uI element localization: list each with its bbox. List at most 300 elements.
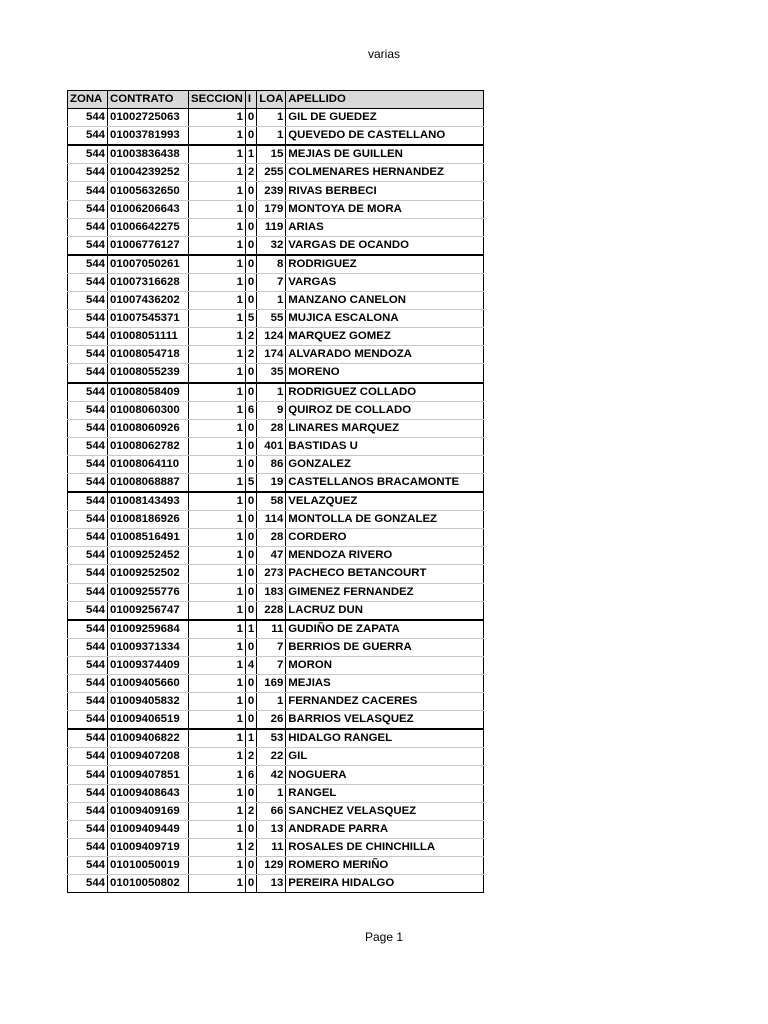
cell-zona: 544	[68, 784, 108, 802]
header-row	[68, 91, 484, 109]
cell-i: 0	[245, 273, 256, 291]
cell-apellido: MENDOZA RIVERO	[286, 547, 484, 565]
cell-seccion: 1	[189, 473, 246, 492]
cell-zona: 544	[68, 437, 108, 455]
cell-loa: 1	[257, 383, 286, 402]
table-row	[68, 802, 484, 820]
cell-i: 0	[245, 236, 256, 255]
cell-contrato: 01008064110	[108, 455, 189, 473]
cell-zona: 544	[68, 109, 108, 127]
cell-loa: 9	[257, 401, 286, 419]
cell-i: 0	[245, 455, 256, 473]
table-row	[68, 693, 484, 711]
table-row	[68, 729, 484, 748]
table-row	[68, 511, 484, 529]
table-row	[68, 455, 484, 473]
table-row	[68, 529, 484, 547]
cell-apellido: MANZANO CANELON	[286, 292, 484, 310]
table-row	[68, 638, 484, 656]
cell-loa: 228	[257, 601, 286, 620]
cell-apellido: RANGEL	[286, 784, 484, 802]
table-row	[68, 109, 484, 127]
table-row	[68, 875, 484, 893]
cell-seccion: 1	[189, 802, 246, 820]
cell-loa: 19	[257, 473, 286, 492]
cell-contrato: 01006206643	[108, 200, 189, 218]
cell-i: 0	[245, 711, 256, 730]
cell-zona: 544	[68, 200, 108, 218]
cell-apellido: VARGAS	[286, 273, 484, 291]
cell-apellido: MEJIAS	[286, 675, 484, 693]
cell-zona: 544	[68, 473, 108, 492]
cell-zona: 544	[68, 182, 108, 200]
table-row	[68, 182, 484, 200]
cell-seccion: 1	[189, 820, 246, 838]
cell-apellido: GONZALEZ	[286, 455, 484, 473]
cell-apellido: NOGUERA	[286, 766, 484, 784]
cell-contrato: 01009259684	[108, 620, 189, 639]
table-row	[68, 711, 484, 730]
cell-zona: 544	[68, 383, 108, 402]
table-body	[68, 109, 484, 893]
cell-seccion: 1	[189, 492, 246, 511]
cell-loa: 1	[257, 127, 286, 146]
cell-apellido: GIL	[286, 748, 484, 766]
table-row	[68, 565, 484, 583]
cell-loa: 174	[257, 346, 286, 364]
cell-i: 1	[245, 145, 256, 164]
cell-loa: 26	[257, 711, 286, 730]
cell-i: 0	[245, 601, 256, 620]
cell-contrato: 01010050802	[108, 875, 189, 893]
cell-i: 0	[245, 437, 256, 455]
table-row	[68, 492, 484, 511]
cell-seccion: 1	[189, 511, 246, 529]
cell-zona: 544	[68, 145, 108, 164]
cell-seccion: 1	[189, 455, 246, 473]
cell-apellido: LACRUZ DUN	[286, 601, 484, 620]
cell-apellido: PACHECO BETANCOURT	[286, 565, 484, 583]
cell-contrato: 01008068887	[108, 473, 189, 492]
table-row	[68, 401, 484, 419]
cell-loa: 13	[257, 820, 286, 838]
cell-i: 0	[245, 638, 256, 656]
cell-loa: 47	[257, 547, 286, 565]
cell-loa: 124	[257, 328, 286, 346]
cell-loa: 1	[257, 292, 286, 310]
cell-loa: 1	[257, 109, 286, 127]
cell-zona: 544	[68, 711, 108, 730]
cell-contrato: 01008055239	[108, 364, 189, 383]
cell-i: 0	[245, 255, 256, 274]
table-row	[68, 310, 484, 328]
header-seccion: SECCION	[189, 91, 246, 109]
cell-zona: 544	[68, 455, 108, 473]
cell-i: 0	[245, 875, 256, 893]
cell-apellido: GIL DE GUEDEZ	[286, 109, 484, 127]
cell-loa: 22	[257, 748, 286, 766]
cell-i: 5	[245, 310, 256, 328]
cell-contrato: 01009405832	[108, 693, 189, 711]
cell-i: 0	[245, 784, 256, 802]
cell-apellido: CASTELLANOS BRACAMONTE	[286, 473, 484, 492]
cell-zona: 544	[68, 236, 108, 255]
cell-zona: 544	[68, 511, 108, 529]
cell-zona: 544	[68, 346, 108, 364]
cell-seccion: 1	[189, 583, 246, 601]
cell-apellido: RIVAS BERBECI	[286, 182, 484, 200]
cell-loa: 28	[257, 419, 286, 437]
cell-contrato: 01007545371	[108, 310, 189, 328]
table-row	[68, 675, 484, 693]
cell-zona: 544	[68, 675, 108, 693]
cell-i: 0	[245, 583, 256, 601]
cell-seccion: 1	[189, 200, 246, 218]
table-row	[68, 346, 484, 364]
cell-loa: 1	[257, 693, 286, 711]
cell-i: 0	[245, 109, 256, 127]
cell-seccion: 1	[189, 711, 246, 730]
cell-zona: 544	[68, 620, 108, 639]
cell-i: 0	[245, 292, 256, 310]
cell-contrato: 01009407851	[108, 766, 189, 784]
table-row	[68, 292, 484, 310]
cell-loa: 183	[257, 583, 286, 601]
cell-zona: 544	[68, 875, 108, 893]
cell-loa: 32	[257, 236, 286, 255]
cell-loa: 239	[257, 182, 286, 200]
cell-i: 2	[245, 346, 256, 364]
cell-i: 0	[245, 856, 256, 874]
cell-contrato: 01008054718	[108, 346, 189, 364]
cell-seccion: 1	[189, 601, 246, 620]
cell-contrato: 01003781993	[108, 127, 189, 146]
cell-zona: 544	[68, 547, 108, 565]
cell-seccion: 1	[189, 693, 246, 711]
cell-i: 0	[245, 492, 256, 511]
cell-i: 0	[245, 529, 256, 547]
cell-seccion: 1	[189, 547, 246, 565]
cell-apellido: FERNANDEZ CACERES	[286, 693, 484, 711]
cell-seccion: 1	[189, 838, 246, 856]
cell-zona: 544	[68, 693, 108, 711]
cell-zona: 544	[68, 364, 108, 383]
table-row	[68, 328, 484, 346]
cell-i: 5	[245, 473, 256, 492]
cell-seccion: 1	[189, 656, 246, 674]
cell-apellido: MORON	[286, 656, 484, 674]
table-row	[68, 200, 484, 218]
cell-loa: 179	[257, 200, 286, 218]
cell-contrato: 01009408643	[108, 784, 189, 802]
cell-contrato: 01008058409	[108, 383, 189, 402]
cell-zona: 544	[68, 565, 108, 583]
table-row	[68, 127, 484, 146]
table-row	[68, 547, 484, 565]
cell-i: 6	[245, 766, 256, 784]
cell-seccion: 1	[189, 109, 246, 127]
cell-contrato: 01009406822	[108, 729, 189, 748]
cell-apellido: GUDIÑO DE ZAPATA	[286, 620, 484, 639]
cell-apellido: ANDRADE PARRA	[286, 820, 484, 838]
cell-apellido: MUJICA ESCALONA	[286, 310, 484, 328]
cell-apellido: MORENO	[286, 364, 484, 383]
cell-contrato: 01007436202	[108, 292, 189, 310]
table-row	[68, 766, 484, 784]
cell-contrato: 01003836438	[108, 145, 189, 164]
cell-i: 0	[245, 565, 256, 583]
cell-seccion: 1	[189, 748, 246, 766]
table-row	[68, 620, 484, 639]
cell-zona: 544	[68, 218, 108, 236]
cell-zona: 544	[68, 492, 108, 511]
table-row	[68, 218, 484, 236]
cell-contrato: 01008516491	[108, 529, 189, 547]
cell-zona: 544	[68, 164, 108, 182]
cell-zona: 544	[68, 328, 108, 346]
cell-contrato: 01008051111	[108, 328, 189, 346]
cell-apellido: ALVARADO MENDOZA	[286, 346, 484, 364]
cell-contrato: 01007316628	[108, 273, 189, 291]
cell-seccion: 1	[189, 273, 246, 291]
cell-loa: 114	[257, 511, 286, 529]
cell-seccion: 1	[189, 292, 246, 310]
cell-loa: 255	[257, 164, 286, 182]
table-row	[68, 838, 484, 856]
cell-apellido: COLMENARES HERNANDEZ	[286, 164, 484, 182]
cell-apellido: BERRIOS DE GUERRA	[286, 638, 484, 656]
cell-seccion: 1	[189, 182, 246, 200]
cell-apellido: MARQUEZ GOMEZ	[286, 328, 484, 346]
table-row	[68, 236, 484, 255]
cell-apellido: ROSALES DE CHINCHILLA	[286, 838, 484, 856]
cell-loa: 58	[257, 492, 286, 511]
table-row	[68, 656, 484, 674]
cell-seccion: 1	[189, 565, 246, 583]
cell-loa: 273	[257, 565, 286, 583]
cell-contrato: 01002725063	[108, 109, 189, 127]
cell-i: 4	[245, 656, 256, 674]
cell-apellido: VARGAS DE OCANDO	[286, 236, 484, 255]
cell-contrato: 01010050019	[108, 856, 189, 874]
cell-apellido: RODRIGUEZ COLLADO	[286, 383, 484, 402]
cell-contrato: 01009409719	[108, 838, 189, 856]
cell-contrato: 01004239252	[108, 164, 189, 182]
cell-seccion: 1	[189, 346, 246, 364]
cell-apellido: LINARES MARQUEZ	[286, 419, 484, 437]
cell-seccion: 1	[189, 218, 246, 236]
cell-zona: 544	[68, 729, 108, 748]
cell-i: 2	[245, 838, 256, 856]
cell-zona: 544	[68, 748, 108, 766]
table-row	[68, 583, 484, 601]
cell-contrato: 01007050261	[108, 255, 189, 274]
table-row	[68, 419, 484, 437]
cell-zona: 544	[68, 401, 108, 419]
table-row	[68, 784, 484, 802]
cell-seccion: 1	[189, 638, 246, 656]
cell-apellido: PEREIRA HIDALGO	[286, 875, 484, 893]
cell-zona: 544	[68, 127, 108, 146]
cell-contrato: 01006642275	[108, 218, 189, 236]
cell-i: 1	[245, 620, 256, 639]
table-row	[68, 255, 484, 274]
cell-apellido: VELAZQUEZ	[286, 492, 484, 511]
cell-apellido: GIMENEZ FERNANDEZ	[286, 583, 484, 601]
cell-loa: 42	[257, 766, 286, 784]
cell-contrato: 01006776127	[108, 236, 189, 255]
cell-i: 0	[245, 127, 256, 146]
cell-loa: 86	[257, 455, 286, 473]
cell-contrato: 01009406519	[108, 711, 189, 730]
cell-apellido: HIDALGO RANGEL	[286, 729, 484, 748]
cell-contrato: 01008060300	[108, 401, 189, 419]
cell-i: 0	[245, 182, 256, 200]
header-zona: ZONA	[68, 91, 108, 109]
cell-contrato: 01009252502	[108, 565, 189, 583]
cell-contrato: 01009409449	[108, 820, 189, 838]
cell-seccion: 1	[189, 401, 246, 419]
header-i: I	[245, 91, 256, 109]
cell-zona: 544	[68, 583, 108, 601]
cell-zona: 544	[68, 310, 108, 328]
cell-contrato: 01008062782	[108, 437, 189, 455]
cell-seccion: 1	[189, 675, 246, 693]
table-row	[68, 748, 484, 766]
table-row	[68, 856, 484, 874]
cell-zona: 544	[68, 802, 108, 820]
table-row	[68, 601, 484, 620]
cell-loa: 13	[257, 875, 286, 893]
document-title: varias	[367, 47, 400, 61]
cell-seccion: 1	[189, 419, 246, 437]
cell-seccion: 1	[189, 875, 246, 893]
cell-loa: 8	[257, 255, 286, 274]
cell-loa: 1	[257, 784, 286, 802]
cell-loa: 7	[257, 638, 286, 656]
cell-seccion: 1	[189, 127, 246, 146]
cell-loa: 129	[257, 856, 286, 874]
cell-seccion: 1	[189, 383, 246, 402]
table-row	[68, 383, 484, 402]
cell-seccion: 1	[189, 437, 246, 455]
cell-apellido: BASTIDAS U	[286, 437, 484, 455]
cell-zona: 544	[68, 529, 108, 547]
header-loa: LOA	[257, 91, 286, 109]
cell-contrato: 01009407208	[108, 748, 189, 766]
cell-i: 1	[245, 729, 256, 748]
cell-zona: 544	[68, 838, 108, 856]
cell-apellido: RODRIGUEZ	[286, 255, 484, 274]
cell-contrato: 01005632650	[108, 182, 189, 200]
cell-apellido: MONTOYA DE MORA	[286, 200, 484, 218]
cell-seccion: 1	[189, 310, 246, 328]
cell-loa: 11	[257, 838, 286, 856]
cell-contrato: 01008186926	[108, 511, 189, 529]
cell-seccion: 1	[189, 328, 246, 346]
cell-loa: 7	[257, 273, 286, 291]
cell-contrato: 01009409169	[108, 802, 189, 820]
cell-loa: 7	[257, 656, 286, 674]
cell-apellido: QUEVEDO DE CASTELLANO	[286, 127, 484, 146]
table-row	[68, 820, 484, 838]
cell-seccion: 1	[189, 255, 246, 274]
cell-zona: 544	[68, 638, 108, 656]
cell-seccion: 1	[189, 364, 246, 383]
cell-contrato: 01009371334	[108, 638, 189, 656]
data-table	[67, 90, 484, 893]
cell-seccion: 1	[189, 164, 246, 182]
cell-contrato: 01009252452	[108, 547, 189, 565]
cell-seccion: 1	[189, 145, 246, 164]
cell-loa: 401	[257, 437, 286, 455]
cell-apellido: CORDERO	[286, 529, 484, 547]
header-contrato: CONTRATO	[108, 91, 189, 109]
cell-i: 0	[245, 547, 256, 565]
cell-loa: 15	[257, 145, 286, 164]
cell-zona: 544	[68, 656, 108, 674]
cell-i: 2	[245, 164, 256, 182]
cell-zona: 544	[68, 273, 108, 291]
table-row	[68, 164, 484, 182]
table-row	[68, 273, 484, 291]
cell-zona: 544	[68, 766, 108, 784]
cell-seccion: 1	[189, 766, 246, 784]
cell-loa: 11	[257, 620, 286, 639]
cell-i: 0	[245, 511, 256, 529]
cell-i: 0	[245, 218, 256, 236]
table-row	[68, 145, 484, 164]
cell-i: 0	[245, 693, 256, 711]
cell-i: 0	[245, 419, 256, 437]
cell-seccion: 1	[189, 620, 246, 639]
cell-seccion: 1	[189, 729, 246, 748]
cell-i: 0	[245, 200, 256, 218]
cell-loa: 28	[257, 529, 286, 547]
cell-apellido: MONTOLLA DE GONZALEZ	[286, 511, 484, 529]
cell-contrato: 01009405660	[108, 675, 189, 693]
cell-loa: 119	[257, 218, 286, 236]
cell-loa: 55	[257, 310, 286, 328]
cell-seccion: 1	[189, 236, 246, 255]
cell-loa: 35	[257, 364, 286, 383]
cell-contrato: 01009374409	[108, 656, 189, 674]
cell-i: 0	[245, 383, 256, 402]
cell-zona: 544	[68, 292, 108, 310]
cell-zona: 544	[68, 255, 108, 274]
cell-contrato: 01008143493	[108, 492, 189, 511]
cell-apellido: ROMERO MERIÑO	[286, 856, 484, 874]
cell-apellido: BARRIOS VELASQUEZ	[286, 711, 484, 730]
table-row	[68, 437, 484, 455]
cell-apellido: QUIROZ DE COLLADO	[286, 401, 484, 419]
cell-contrato: 01009256747	[108, 601, 189, 620]
cell-seccion: 1	[189, 784, 246, 802]
cell-i: 2	[245, 748, 256, 766]
cell-i: 2	[245, 802, 256, 820]
cell-loa: 66	[257, 802, 286, 820]
cell-i: 0	[245, 364, 256, 383]
cell-seccion: 1	[189, 856, 246, 874]
table-row	[68, 473, 484, 492]
cell-seccion: 1	[189, 529, 246, 547]
cell-zona: 544	[68, 820, 108, 838]
cell-zona: 544	[68, 419, 108, 437]
header-apellido: APELLIDO	[286, 91, 484, 109]
table-row	[68, 364, 484, 383]
cell-contrato: 01008060926	[108, 419, 189, 437]
page-footer: Page 1	[364, 930, 404, 944]
